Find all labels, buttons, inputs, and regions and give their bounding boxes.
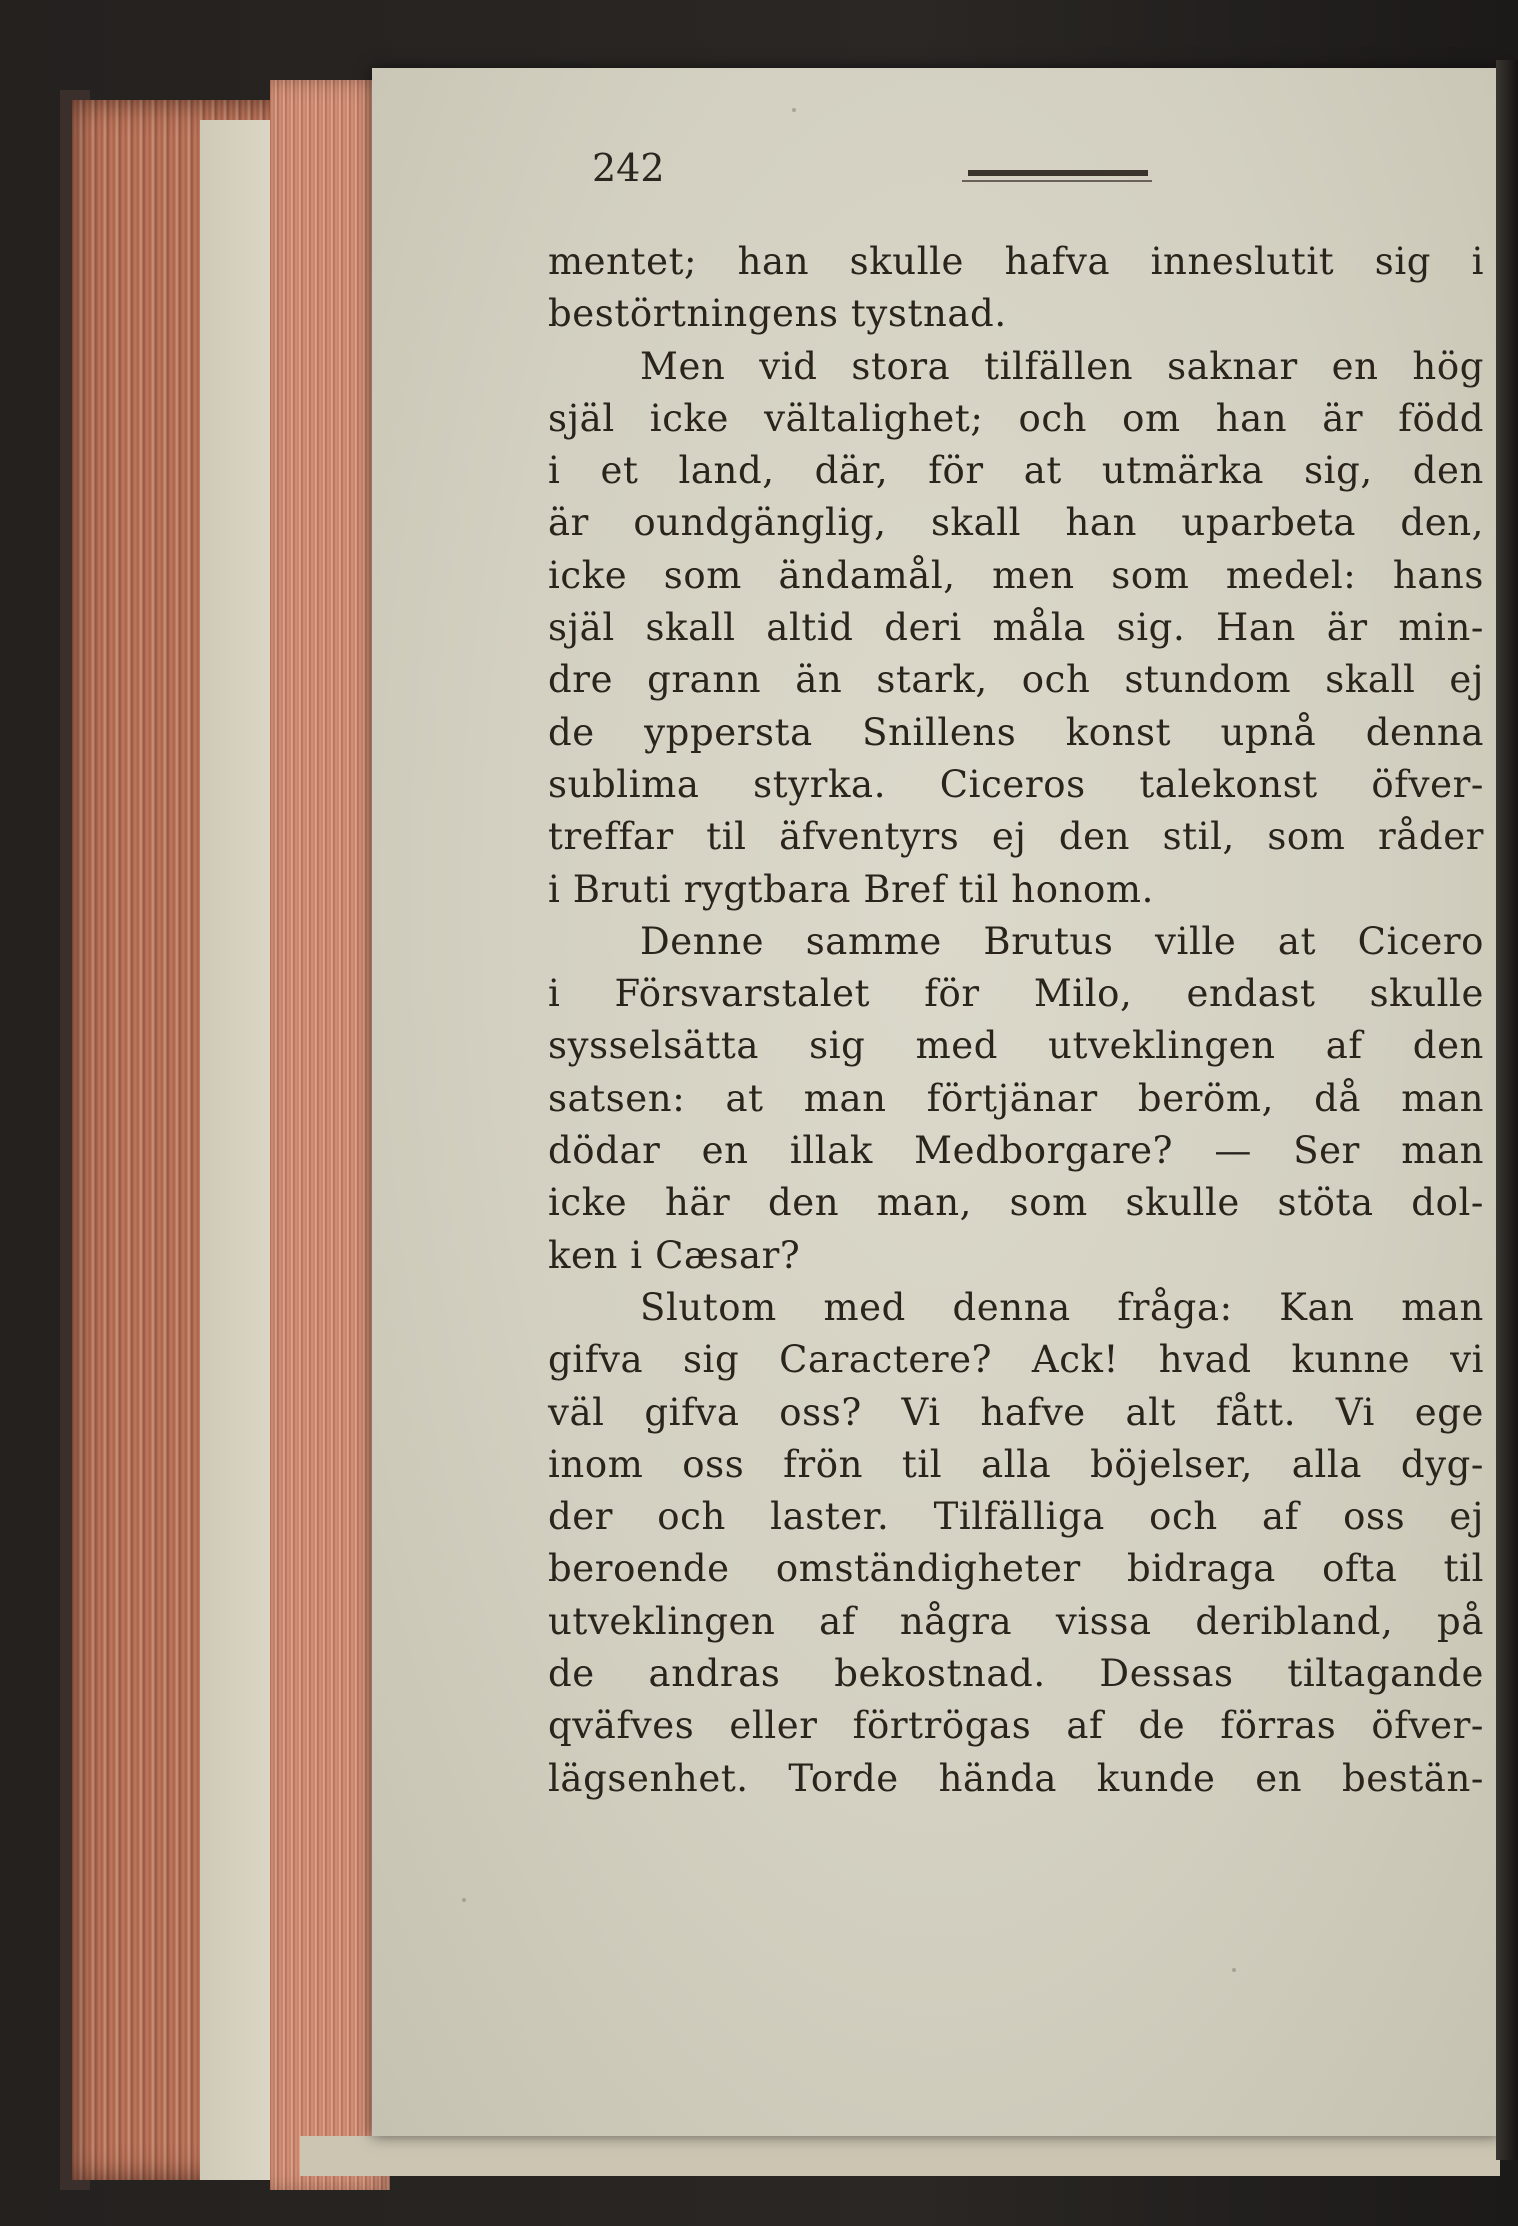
text-line: Slutom med denna fråga: Kan man <box>640 1285 1484 1329</box>
page-bottom-edge <box>300 2136 1500 2176</box>
text-line: qväfves eller förtrögas af de förras öfver- <box>548 1704 1484 1748</box>
page-number: 242 <box>592 146 665 190</box>
text-line: der och laster. Tilfälliga och af oss ej <box>548 1495 1484 1539</box>
text-line: väl gifva oss? Vi hafve alt fått. Vi ege <box>548 1390 1484 1434</box>
text-line: sublima styrka. Ciceros talekonst öfver- <box>548 762 1484 806</box>
header-ornament-rule-thin <box>962 180 1152 182</box>
text-line: bestörtningens tystnad. <box>548 292 1007 336</box>
text-line: satsen: at man förtjänar beröm, då man <box>548 1076 1484 1120</box>
text-line: själ skall altid deri måla sig. Han är min- <box>548 606 1484 650</box>
text-line: treffar til äfventyrs ej den stil, som råder <box>548 815 1484 859</box>
paper-speck <box>792 108 796 112</box>
right-edge-shadow <box>1496 60 1518 2160</box>
text-line: icke här den man, som skulle stöta dol- <box>548 1181 1484 1225</box>
text-line: själ icke vältalighet; och om han är född <box>548 396 1484 440</box>
text-line: är oundgänglig, skall han uparbeta den, <box>548 501 1484 545</box>
text-line: ken i Cæsar? <box>548 1233 801 1277</box>
text-line: beroende omständigheter bidraga ofta til <box>548 1547 1484 1591</box>
text-line: i Försvarstalet för Milo, endast skulle <box>548 972 1484 1016</box>
text-line: i Bruti rygtbara Bref til honom. <box>548 867 1154 911</box>
text-line: gifva sig Caractere? Ack! hvad kunne vi <box>548 1338 1484 1382</box>
text-line: dödar en illak Medborgare? — Ser man <box>548 1129 1484 1173</box>
text-line: dre grann än stark, och stundom skall ej <box>548 658 1484 702</box>
header-ornament-rule <box>968 170 1148 176</box>
book-page <box>372 68 1500 2136</box>
text-line: sysselsätta sig med utveklingen af den <box>548 1024 1484 1068</box>
inner-page-strip <box>200 120 280 2180</box>
text-line: i et land, där, för at utmärka sig, den <box>548 449 1484 493</box>
text-line: de yppersta Snillens konst upnå denna <box>548 710 1484 754</box>
text-line: inom oss frön til alla böjelser, alla dyg- <box>548 1442 1484 1486</box>
body-text <box>548 236 1484 1805</box>
text-line: Denne samme Brutus ville at Cicero <box>640 919 1484 963</box>
paper-speck <box>462 1898 466 1902</box>
paper-speck <box>1232 1968 1236 1972</box>
text-line: de andras bekostnad. Dessas tiltagande <box>548 1652 1484 1696</box>
text-line: icke som ändamål, men som medel: hans <box>548 553 1484 597</box>
text-line: lägsenhet. Torde hända kunde en bestän- <box>548 1756 1484 1800</box>
text-line: utveklingen af några vissa deribland, på <box>548 1599 1484 1643</box>
text-line: Men vid stora tilfällen saknar en hög <box>640 344 1484 388</box>
text-line: mentet; han skulle hafva inneslutit sig i <box>548 240 1484 283</box>
